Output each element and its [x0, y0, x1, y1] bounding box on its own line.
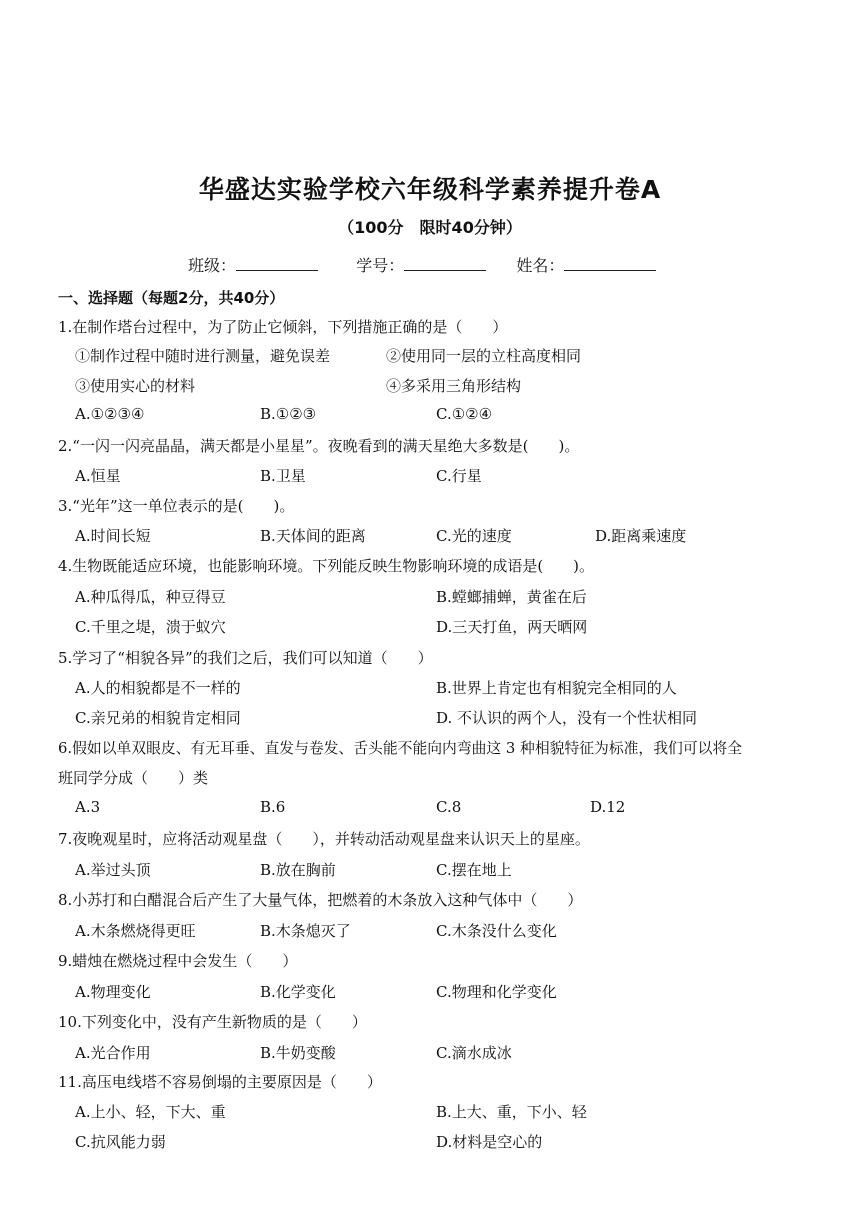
option[interactable]: B.①②③: [260, 405, 317, 423]
student-info-row: [188, 253, 656, 276]
statement: ②使用同一层的立柱高度相同: [386, 347, 582, 365]
option[interactable]: B.天体间的距离: [260, 527, 366, 545]
option[interactable]: A.举过头顶: [75, 861, 151, 879]
question-stem: 11.高压电线塔不容易倒塌的主要原因是（ ）: [58, 1073, 382, 1091]
option[interactable]: B.螳螂捕蝉，黄雀在后: [436, 588, 587, 606]
question-stem: 6.假如以单双眼皮、有无耳垂、直发与卷发、舌头能不能向内弯曲这 3 种相貌特征为标准，我们可以将全: [58, 740, 743, 757]
question-stem: 9.蜡烛在燃烧过程中会发生（ ）: [58, 952, 298, 970]
question-stem: 2.“一闪一闪亮晶晶，满天都是小星星”。夜晚看到的满天星绝大多数是( )。: [58, 437, 580, 455]
option[interactable]: B.6: [260, 798, 286, 816]
question-stem: 4.生物既能适应环境，也能影响环境。下列能反映生物影响环境的成语是( )。: [58, 557, 595, 575]
option[interactable]: B.牛奶变酸: [260, 1044, 336, 1062]
student-id-label: 学号：: [356, 256, 405, 275]
option[interactable]: D.三天打鱼，两天晒网: [436, 618, 588, 636]
option[interactable]: C.8: [436, 798, 462, 816]
name-label: 姓名：: [516, 256, 565, 275]
option[interactable]: C.行星: [436, 467, 482, 485]
question-stem: 3.“光年”这一单位表示的是( )。: [58, 497, 295, 515]
student-id-blank[interactable]: [404, 256, 486, 271]
option[interactable]: A.种瓜得瓜，种豆得豆: [75, 588, 226, 606]
class-blank[interactable]: [236, 256, 318, 271]
option[interactable]: A.恒星: [75, 467, 121, 485]
page-title: 华盛达实验学校六年级科学素养提升卷A: [198, 175, 662, 204]
option[interactable]: D. 不认识的两个人，没有一个性状相同: [436, 709, 698, 727]
option[interactable]: A.时间长短: [75, 527, 151, 545]
option[interactable]: A.物理变化: [75, 983, 151, 1001]
option[interactable]: A.木条燃烧得更旺: [75, 922, 196, 940]
option[interactable]: D.12: [590, 798, 626, 816]
option[interactable]: A.①②③④: [75, 405, 145, 423]
statement: ③使用实心的材料: [75, 377, 196, 395]
option[interactable]: C.滴水成冰: [436, 1044, 512, 1062]
question-stem-continued: 班同学分成（ ）类: [58, 769, 209, 787]
statement: ①制作过程中随时进行测量，避免误差: [75, 347, 331, 365]
option[interactable]: D.距离乘速度: [595, 527, 687, 545]
option[interactable]: C.光的速度: [436, 527, 512, 545]
option[interactable]: A.3: [75, 798, 101, 816]
question-stem: 5.学习了“相貌各异”的我们之后，我们可以知道（ ）: [58, 649, 433, 667]
question-stem: 10.下列变化中，没有产生新物质的是（ ）: [58, 1013, 367, 1031]
option[interactable]: B.放在胸前: [260, 861, 336, 879]
option[interactable]: C.①②④: [436, 405, 493, 423]
option[interactable]: A.上小、轻，下大、重: [75, 1103, 226, 1121]
option[interactable]: C.亲兄弟的相貌肯定相同: [75, 709, 241, 727]
option[interactable]: B.世界上肯定也有相貌完全相同的人: [436, 679, 677, 697]
option[interactable]: C.千里之堤，溃于蚁穴: [75, 618, 226, 636]
question-stem: 1.在制作塔台过程中，为了防止它倾斜，下列措施正确的是（ ）: [58, 318, 508, 336]
name-blank[interactable]: [564, 256, 656, 271]
option[interactable]: C.物理和化学变化: [436, 983, 557, 1001]
page-subtitle: （100分 限时40分钟）: [338, 218, 522, 237]
option[interactable]: C.抗风能力弱: [75, 1133, 166, 1151]
question-stem: 7.夜晚观星时，应将活动观星盘（ ），并转动活动观星盘来认识天上的星座。: [58, 830, 590, 848]
option[interactable]: B.化学变化: [260, 983, 336, 1001]
statement: ④多采用三角形结构: [386, 377, 522, 395]
option[interactable]: A.人的相貌都是不一样的: [75, 679, 241, 697]
class-label: 班级：: [188, 256, 237, 275]
option[interactable]: C.摆在地上: [436, 861, 512, 879]
option[interactable]: A.光合作用: [75, 1044, 151, 1062]
option[interactable]: B.木条熄灭了: [260, 922, 351, 940]
option[interactable]: B.卫星: [260, 467, 306, 485]
section-title: 一、选择题（每题2分，共40分）: [58, 289, 285, 307]
question-stem: 8.小苏打和白醋混合后产生了大量气体，把燃着的木条放入这种气体中（ ）: [58, 891, 583, 909]
option[interactable]: D.材料是空心的: [436, 1133, 543, 1151]
option[interactable]: B.上大、重，下小、轻: [436, 1103, 587, 1121]
option[interactable]: C.木条没什么变化: [436, 922, 557, 940]
